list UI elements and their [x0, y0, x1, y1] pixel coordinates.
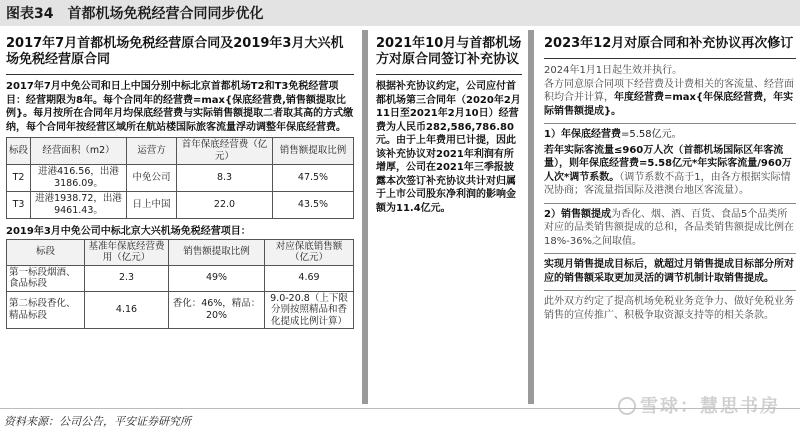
right-effective-date: 2024年1月1日起生效并执行。	[544, 65, 683, 76]
table-cell: 47.5%	[273, 165, 354, 192]
table-header-cell: 经营面积（m2）	[31, 138, 127, 165]
table-cell: 43.5%	[273, 192, 354, 219]
table-header-cell: 标段	[7, 138, 31, 165]
table-cell: 22.0	[177, 192, 273, 219]
right-paragraph-3	[544, 128, 796, 142]
table-header-cell: 运营方	[127, 138, 177, 165]
table-header-cell: 首年保底经营费（亿元）	[177, 138, 273, 165]
table-cell: 9.0-20.8（上下限分别按照精品和香化提成比例计算）	[265, 291, 354, 329]
table-row	[7, 165, 354, 192]
right-p3-label: 1）年保底经营费	[544, 129, 621, 140]
table-cell: 2.3	[85, 265, 169, 291]
right-p4-bold: 若年实际客流量≤960万人次（首都机场国际区年客流量），则年保底经营费=5.58亿元*年实际客流量/960万人次*调节系数。	[544, 144, 792, 183]
right-p3-value: =5.58亿元。	[620, 129, 682, 140]
divider	[544, 203, 796, 204]
right-p4-normal: （调节系数不高于1，由各方根据实际情况协商；客流量指国际及港澳台地区客流量）。	[544, 171, 791, 196]
left-paragraph-1: 2017年7月中免公司和日上中国分别中标北京首都机场T2和T3免税经营项目：经营期限为8年。每个合同年的经营费=max{保底经营费,销售额提取比例}。每月按所在合同年月均保底经营费与实际销售额提取二者取其高的方式缴纳，每个合同年按经营区域所在航站楼国际旅客流量浮动调整年保底经营费。	[6, 81, 354, 133]
daxing-contract-table	[6, 239, 354, 330]
table-cell: 4.69	[265, 265, 354, 291]
table-row	[7, 291, 354, 329]
watermark-text: 雪球：慧思书房	[640, 396, 780, 417]
table-cell: 进港416.56，出港3186.09。	[31, 165, 127, 192]
right-paragraph-2	[544, 78, 796, 119]
table-cell: 第二标段香化、精品标段	[7, 291, 85, 329]
left-paragraph-2: 2019年3月中免公司中标北京大兴机场免税经营项目：	[6, 226, 251, 237]
right-p5-label: 2）销售额提成	[544, 208, 611, 220]
column-separator-1	[362, 30, 368, 404]
divider	[544, 253, 796, 254]
table-cell: 日上中国	[127, 192, 177, 219]
table-cell: 49%	[169, 265, 265, 291]
right-panel	[538, 30, 800, 404]
right-p2-bold: 年度经营费=max{年保底经营费，年实际销售额提成}。	[544, 92, 794, 117]
table-cell: T2	[7, 165, 31, 192]
table-cell: 8.3	[177, 165, 273, 192]
left-panel-title: 2017年7月首都机场免税经营原合同及2019年3月大兴机场免税经营原合同	[6, 36, 354, 75]
table-header-cell: 销售额提取比例	[169, 239, 265, 265]
figure-title: 首都机场免税经营合同同步优化	[67, 6, 264, 22]
table-header-cell: 基准年保底经营费用（亿元）	[85, 239, 169, 265]
right-p2-normal: 各方同意原合同项下经营费及计费相关的客流量、经营面积均合并计算，	[544, 78, 794, 103]
table-cell: 香化：46%，精品：20%	[169, 291, 265, 329]
middle-paragraph: 根据补充协议约定，公司应付首都机场第三合同年（2020年2月11日至2021年2月10日）经营费为人民币282,586,786.80元。由于上年费用已计提，因此该补充协议对2021年利润有所增厚，公司在2021年三季报披露本次签订补充协议共计对归属于上市公司股东净利润的影响金额为11.4亿元。	[376, 81, 521, 214]
right-panel-title: 2023年12月对原合同和补充协议再次修订	[544, 36, 796, 59]
table-cell: T3	[7, 192, 31, 219]
left-panel	[0, 30, 360, 404]
right-p5-normal: 为香化、烟、酒、百货、食品5个品类所对应的品类销售额提成的总和，各品类销售额提成比例在18%-36%之间取值。	[544, 208, 794, 247]
divider	[544, 123, 796, 124]
table-header-row	[7, 138, 354, 165]
table-header-cell: 销售额提取比例	[273, 138, 354, 165]
table-cell: 中免公司	[127, 165, 177, 192]
right-paragraph-7: 此外双方约定了提高机场免税业务竞争力、做好免税业务销售的宣传推广、积极争取资源支持等的相关条款。	[544, 296, 794, 321]
divider	[544, 290, 796, 291]
column-separator-2	[528, 30, 534, 404]
right-paragraph-6: 实现月销售提成目标后，就超过月销售提成目标部分所对应的销售额采取更加灵活的调节机制计取销售提成。	[544, 259, 794, 284]
table-cell: 4.16	[85, 291, 169, 329]
figure-header	[0, 0, 800, 26]
table-header-row	[7, 239, 354, 265]
table-header-cell: 标段	[7, 239, 85, 265]
table-row	[7, 265, 354, 291]
middle-panel-title: 2021年10月与首都机场方对原合同签订补充协议	[376, 36, 522, 75]
source-footer: 资料来源：公司公告，平安证券研究所	[0, 408, 800, 430]
right-paragraph-5	[544, 208, 796, 249]
t2-t3-contract-table	[6, 137, 354, 219]
table-header-cell: 对应保底销售额（亿元）	[265, 239, 354, 265]
table-row	[7, 192, 354, 219]
middle-panel	[372, 30, 526, 404]
right-paragraph-4	[544, 144, 796, 198]
figure-label: 图表34	[6, 6, 54, 22]
table-cell: 第一标段烟酒、食品标段	[7, 265, 85, 291]
table-cell: 进港1938.72，出港9461.43。	[31, 192, 127, 219]
